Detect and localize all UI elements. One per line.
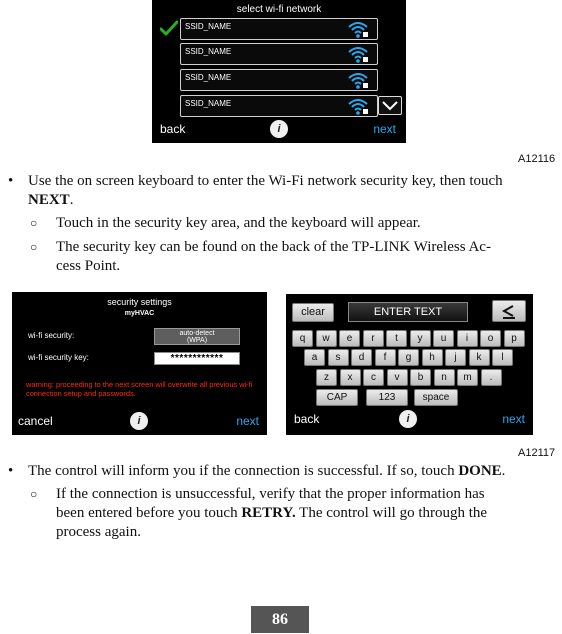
wifi-lock-icon xyxy=(347,20,369,38)
circle-bullet: ○ xyxy=(30,240,38,254)
key-f[interactable]: f xyxy=(375,349,396,366)
text-part: The control will inform you if the connection is successful. If so, touch xyxy=(28,463,455,479)
key-c[interactable]: c xyxy=(363,369,384,386)
sub-text: cess Point. xyxy=(56,258,121,274)
next-button[interactable]: next xyxy=(502,412,525,426)
network-name: SSID_NAME xyxy=(185,73,232,82)
text-part: Use the on screen keyboard to enter the Wi‑Fi network security key, then touch xyxy=(28,173,503,189)
text-part: . xyxy=(501,463,506,479)
key-o[interactable]: o xyxy=(480,330,501,347)
key-n[interactable]: n xyxy=(434,369,455,386)
key-b[interactable]: b xyxy=(410,369,431,386)
network-item[interactable] xyxy=(180,95,378,117)
key-j[interactable]: j xyxy=(445,349,466,366)
network-name: SSID_NAME xyxy=(185,47,232,56)
next-keyword: NEXT xyxy=(28,192,70,208)
circle-bullet: ○ xyxy=(30,216,38,230)
warning-text: warning: proceeding to the next screen will overwrite all previous wi-fi connection setup and passwords. xyxy=(26,380,253,398)
key-s[interactable]: s xyxy=(328,349,349,366)
network-item[interactable] xyxy=(180,69,378,91)
key-z[interactable]: z xyxy=(316,369,337,386)
key-period[interactable]: . xyxy=(481,369,502,386)
security-settings-screen xyxy=(12,292,267,435)
page-number: 86 xyxy=(251,606,309,633)
key-v[interactable]: v xyxy=(387,369,408,386)
key-r[interactable]: r xyxy=(363,330,384,347)
security-key-field[interactable]: ************ xyxy=(154,352,240,365)
numbers-key[interactable]: 123 xyxy=(366,389,408,406)
key-p[interactable]: p xyxy=(504,330,525,347)
key-w[interactable]: w xyxy=(316,330,337,347)
scroll-down-button[interactable] xyxy=(378,96,402,115)
back-button[interactable]: back xyxy=(294,412,320,426)
key-l[interactable]: l xyxy=(492,349,513,366)
bullet-text xyxy=(28,172,503,191)
key-e[interactable]: e xyxy=(339,330,360,347)
keyboard-screen xyxy=(286,294,533,435)
screen-title: select wi-fi network xyxy=(236,4,322,15)
text-part: . xyxy=(69,192,74,208)
text-part: been entered before you touch xyxy=(56,505,238,521)
next-button[interactable]: next xyxy=(236,414,259,428)
network-item[interactable] xyxy=(180,18,378,40)
figure-code: A12117 xyxy=(518,447,556,459)
sub-text: process again. xyxy=(56,524,141,540)
key-m[interactable]: m xyxy=(457,369,478,386)
checkmark-icon xyxy=(160,20,178,36)
network-item[interactable] xyxy=(180,43,378,65)
key-h[interactable]: h xyxy=(422,349,443,366)
screen-title: security settings xyxy=(107,297,172,307)
security-type-select[interactable] xyxy=(154,328,240,345)
key-g[interactable]: g xyxy=(398,349,419,366)
info-icon[interactable]: i xyxy=(130,412,148,430)
key-y[interactable]: y xyxy=(410,330,431,347)
network-name: SSID_NAME xyxy=(185,99,232,108)
key-d[interactable]: d xyxy=(351,349,372,366)
info-icon[interactable]: i xyxy=(270,120,288,138)
sub-text: Touch in the security key area, and the keyboard will appear. xyxy=(56,215,421,231)
wifi-select-screen xyxy=(152,0,406,143)
backspace-icon xyxy=(493,301,525,321)
clear-button[interactable]: clear xyxy=(292,303,334,322)
security-key-label: wi-fi security key: xyxy=(28,353,89,362)
key-i[interactable]: i xyxy=(457,330,478,347)
circle-bullet: ○ xyxy=(30,487,38,501)
wifi-lock-icon xyxy=(347,45,369,63)
done-keyword: DONE xyxy=(458,463,502,479)
retry-keyword: RETRY. xyxy=(241,505,296,521)
chevron-down-icon xyxy=(379,97,401,114)
bullet-text xyxy=(28,462,505,481)
info-icon[interactable]: i xyxy=(399,410,417,428)
wifi-lock-icon xyxy=(347,71,369,89)
space-key[interactable]: space xyxy=(414,389,458,406)
figure-code: A12116 xyxy=(518,153,556,165)
sub-text: The security key can be found on the back of the TP‑LINK Wireless Ac- xyxy=(56,239,491,255)
sub-text xyxy=(56,504,487,523)
security-type-detail: (WPA) xyxy=(186,337,208,344)
wifi-lock-icon xyxy=(347,97,369,115)
key-a[interactable]: a xyxy=(304,349,325,366)
caps-key[interactable]: CAP xyxy=(316,389,358,406)
text-part: The control will go through the xyxy=(295,505,488,521)
key-x[interactable]: x xyxy=(340,369,361,386)
security-type-value: auto-detect xyxy=(179,330,215,337)
key-q[interactable]: q xyxy=(292,330,313,347)
next-button[interactable]: next xyxy=(373,122,396,136)
key-t[interactable]: t xyxy=(386,330,407,347)
security-label: wi-fi security: xyxy=(28,331,75,340)
backspace-button[interactable] xyxy=(492,300,526,322)
cancel-button[interactable]: cancel xyxy=(18,414,53,428)
bullet-mark: • xyxy=(8,463,14,479)
back-button[interactable]: back xyxy=(160,122,186,136)
sub-text: If the connection is unsuccessful, verify that the proper information has xyxy=(56,486,485,502)
bullet-mark: • xyxy=(8,173,14,189)
text-entry-field[interactable]: ENTER TEXT xyxy=(348,302,468,322)
network-name: SSID_NAME xyxy=(185,22,232,31)
screen-subtitle: myHVAC xyxy=(124,310,155,317)
key-u[interactable]: u xyxy=(433,330,454,347)
key-k[interactable]: k xyxy=(469,349,490,366)
